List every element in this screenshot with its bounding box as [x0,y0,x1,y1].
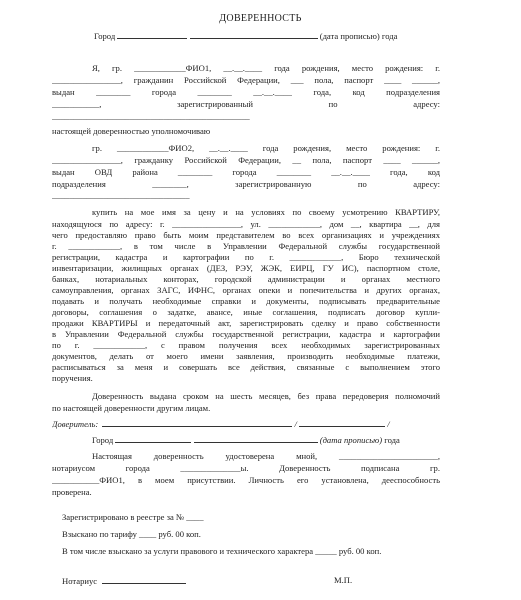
agent-line-5: ________________________________ [52,190,190,200]
stamp-mark: М.П. [334,575,353,585]
city-date-line [94,30,482,42]
powers-line-16: поручения. [52,373,93,383]
agent-line-3: выдан ОВД района ________ города ________ __.__.____ года, код [52,167,440,177]
notary-city-line [92,434,480,446]
powers-line-1: купить на мое имя за цену и на условиях по своему усмотрению КВАРТИРУ, [92,207,440,217]
notary-city-blank [115,434,191,443]
notary-line-3: ___________ФИО1, в моем присутствии. Личность его установлена, дееспособность [52,475,440,485]
notary-line-1: Настоящая доверенность удостоверена мной, _______________________, [92,451,440,461]
principal-name-blank [299,418,385,427]
validity-line-1: Доверенность выдана сроком на шесть месяцев, без права передоверия полномочий [92,391,440,401]
notary-city-label: Город [92,435,114,445]
agent-line-2: ________________, гражданку Российской Федерации, __ пола, паспорт ____ ______, [52,155,440,165]
city-label: Город [94,31,116,41]
powers-line-6: инвентаризации, жилищных органах (ДЕЗ, РЭУ, ЖЭК, ЕИРЦ, ГУ ИС), паспортном столе, [52,263,440,273]
powers-line-14: документов, делать от моего имени заявления, производить необходимые платежи, [52,351,440,361]
powers-line-13: по г. ____________, с правом получения всех необходимых зарегистрированных [52,340,440,350]
powers-line-9: подавать и получать необходимые справки и документы, подписывать предварительные [52,296,440,306]
date-blank [190,30,318,39]
registry-tariff: Взыскано по тарифу ____ руб. 00 коп. [62,529,201,539]
powers-line-2: находящуюся по адресу: г. ________________, ул. ____________, дом __, квартира __, для [52,219,440,229]
city-blank [117,30,187,39]
principal-sign-blank [102,418,292,427]
notary-sign-blank [102,575,186,584]
notary-line-4: проверена. [52,487,92,497]
powers-line-8: самоуправления, органах ЗАГС, ИФНС, органах опеки и попечительства и других органах, [52,285,440,295]
notary-date-blank [194,434,318,443]
date-hint: (дата прописью) [319,31,380,41]
principal-line-1: Я, гр. ____________ФИО1, __.__.____ года рождения, место рождения: г. [92,63,440,73]
agent-line-1: гр. ____________ФИО2, __.__.____ года рождения, место рождения: г. [92,143,440,153]
notary-year-suffix: года [384,435,400,445]
principal-label: Доверитель: [52,419,99,429]
registry-services: В том числе взыскано за услуги правового и технического характера _____ руб. 00 коп. [62,546,382,556]
principal-line-2: ________________, гражданин Российской Федерации, ___ пола, паспорт ____ ______, [52,75,440,85]
sign-separator: / [294,419,297,429]
sign-separator-end: / [387,419,390,429]
powers-line-12: в Управлении Федеральной службы государственной регистрации, кадастра и картографии [52,329,440,339]
document-title: ДОВЕРЕННОСТЬ [219,13,302,24]
validity-line-2: по настоящей доверенности другим лицам. [52,403,211,413]
principal-line-5: ______________________________________________ [52,111,250,121]
authorize-line: настоящей доверенностью уполномочиваю [52,126,211,136]
powers-line-15: расписываться за меня и совершать все действия, связанные с выполнением этого [52,362,440,372]
powers-line-5: регистрации, кадастра и картографии по г. ____________, Бюро технической [52,252,440,262]
notary-date-hint: (дата прописью) [319,435,383,445]
powers-line-10: договоры, соглашения о задатке, авансе, иные соглашения, подписать договор купли- [52,307,440,317]
notary-footer [62,575,450,587]
principal-line-3: выдан ________ города ________ __.__.____ года, код подразделения [52,87,440,97]
powers-line-7: банках, нотариальных конторах, городской администрации и органах местного [52,274,440,284]
agent-line-4: подразделения ________, зарегистрированную по адресу: [52,179,440,189]
powers-line-4: г. ____________, в том числе в Управлении Федеральной службы государственной [52,241,440,251]
notary-label: Нотариус [62,576,98,586]
principal-line-4: ___________, зарегистрированный по адресу: [52,99,440,109]
principal-signature-line [52,418,440,430]
powers-line-3: чего предоставляю право быть моим представителем во всех организациях и учреждениях [52,230,440,240]
notary-line-2: нотариусом города ______________ы. Доверенность подписана гр. [52,463,440,473]
year-suffix: года [381,31,398,41]
registry-number: Зарегистрировано в реестре за № ____ [62,512,204,522]
powers-line-11: продажи КВАРТИРЫ и передаточный акт, зарегистрировать сделку и право собственности [52,318,440,328]
